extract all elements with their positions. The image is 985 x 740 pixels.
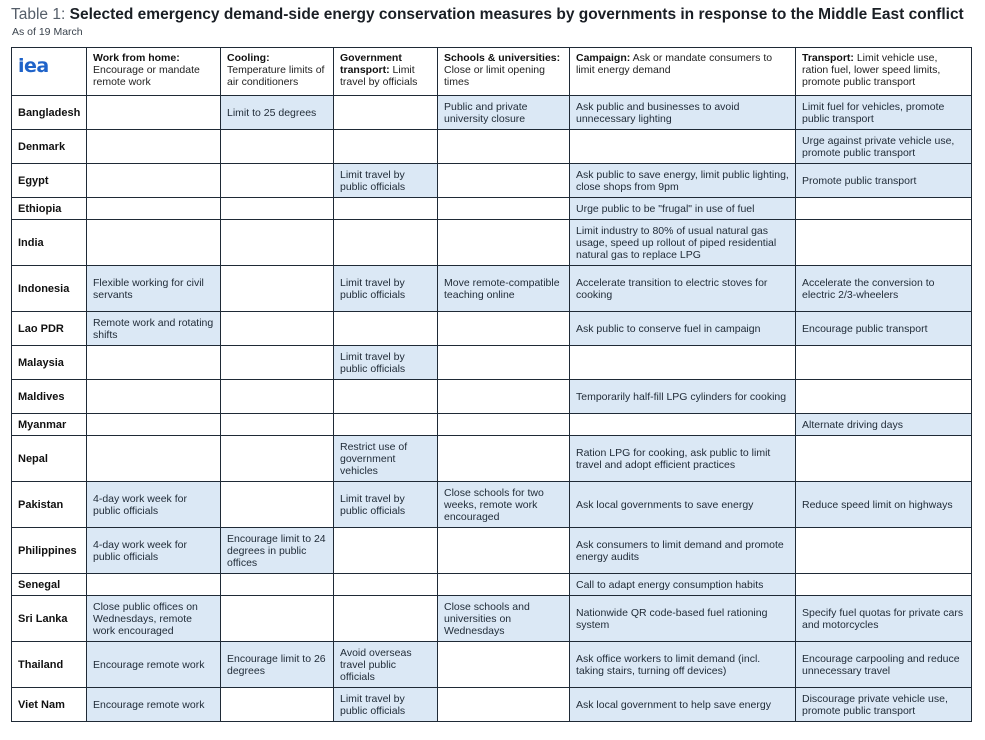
column-header-work-from-home bbox=[87, 48, 221, 96]
measure-cell-transport: Urge against private vehicle use, promote public transport bbox=[796, 130, 972, 164]
measure-cell-schools-universities bbox=[438, 220, 570, 266]
measure-cell-campaign: Accelerate transition to electric stoves for cooking bbox=[570, 266, 796, 312]
measure-cell-cooling bbox=[221, 414, 334, 436]
table-row bbox=[12, 220, 972, 266]
measure-cell-schools-universities: Close schools and universities on Wednesdays bbox=[438, 596, 570, 642]
table-row bbox=[12, 130, 972, 164]
measure-cell-cooling bbox=[221, 482, 334, 528]
measure-cell-work-from-home: 4-day work week for public officials bbox=[87, 528, 221, 574]
measure-cell-government-transport: Limit travel by public officials bbox=[334, 266, 438, 312]
measure-cell-government-transport: Limit travel by public officials bbox=[334, 482, 438, 528]
measure-cell-schools-universities: Public and private university closure bbox=[438, 96, 570, 130]
measure-cell-cooling bbox=[221, 220, 334, 266]
measure-cell-government-transport: Avoid overseas travel public officials bbox=[334, 642, 438, 688]
country-name: India bbox=[12, 220, 87, 266]
measure-cell-campaign: Ask public and businesses to avoid unnecessary lighting bbox=[570, 96, 796, 130]
table-row bbox=[12, 436, 972, 482]
measure-cell-transport: Specify fuel quotas for private cars and motorcycles bbox=[796, 596, 972, 642]
table-heading: Selected emergency demand-side energy conservation measures by governments in response to the Middle East conflict bbox=[69, 6, 964, 23]
country-name: Thailand bbox=[12, 642, 87, 688]
country-name: Egypt bbox=[12, 164, 87, 198]
measure-cell-work-from-home bbox=[87, 198, 221, 220]
measure-cell-campaign: Temporarily half-fill LPG cylinders for cooking bbox=[570, 380, 796, 414]
table-row bbox=[12, 164, 972, 198]
measure-cell-schools-universities bbox=[438, 130, 570, 164]
country-name: Sri Lanka bbox=[12, 596, 87, 642]
table-row bbox=[12, 482, 972, 528]
measure-cell-cooling bbox=[221, 346, 334, 380]
column-title: Schools & universities: bbox=[444, 52, 561, 64]
country-name: Bangladesh bbox=[12, 96, 87, 130]
country-name: Lao PDR bbox=[12, 312, 87, 346]
measure-cell-transport bbox=[796, 436, 972, 482]
measure-cell-government-transport bbox=[334, 380, 438, 414]
measure-cell-transport: Encourage public transport bbox=[796, 312, 972, 346]
country-name: Malaysia bbox=[12, 346, 87, 380]
measure-cell-campaign: Ask local government to help save energy bbox=[570, 688, 796, 722]
measure-cell-transport bbox=[796, 198, 972, 220]
measure-cell-government-transport bbox=[334, 220, 438, 266]
measure-cell-schools-universities bbox=[438, 574, 570, 596]
measure-cell-transport bbox=[796, 528, 972, 574]
measure-cell-transport bbox=[796, 220, 972, 266]
column-title: Transport: bbox=[802, 52, 854, 64]
measure-cell-government-transport bbox=[334, 574, 438, 596]
country-name: Ethiopia bbox=[12, 198, 87, 220]
measure-cell-cooling: Encourage limit to 26 degrees bbox=[221, 642, 334, 688]
country-name: Maldives bbox=[12, 380, 87, 414]
table-row bbox=[12, 414, 972, 436]
table-header bbox=[12, 48, 972, 96]
measure-cell-work-from-home: Encourage remote work bbox=[87, 688, 221, 722]
measure-cell-cooling bbox=[221, 574, 334, 596]
column-description: Close or limit opening times bbox=[444, 64, 545, 88]
measure-cell-transport bbox=[796, 574, 972, 596]
measure-cell-transport bbox=[796, 380, 972, 414]
column-description: Ask or mandate consumers to limit energy demand bbox=[576, 52, 773, 76]
column-title: Government transport: bbox=[340, 52, 402, 76]
measure-cell-campaign bbox=[570, 346, 796, 380]
measure-cell-campaign: Call to adapt energy consumption habits bbox=[570, 574, 796, 596]
table-row bbox=[12, 266, 972, 312]
measure-cell-campaign: Ask public to save energy, limit public lighting, close shops from 9pm bbox=[570, 164, 796, 198]
measure-cell-cooling bbox=[221, 688, 334, 722]
country-name: Indonesia bbox=[12, 266, 87, 312]
measure-cell-schools-universities bbox=[438, 312, 570, 346]
measure-cell-campaign: Ask office workers to limit demand (incl. taking stairs, turning off devices) bbox=[570, 642, 796, 688]
country-name: Philippines bbox=[12, 528, 87, 574]
measure-cell-campaign: Ask consumers to limit demand and promote energy audits bbox=[570, 528, 796, 574]
measure-cell-cooling bbox=[221, 198, 334, 220]
measure-cell-government-transport: Limit travel by public officials bbox=[334, 346, 438, 380]
measure-cell-schools-universities bbox=[438, 380, 570, 414]
measure-cell-schools-universities bbox=[438, 642, 570, 688]
measure-cell-cooling bbox=[221, 130, 334, 164]
measure-cell-campaign: Ask local governments to save energy bbox=[570, 482, 796, 528]
measure-cell-schools-universities bbox=[438, 346, 570, 380]
measure-cell-cooling bbox=[221, 312, 334, 346]
measure-cell-schools-universities bbox=[438, 436, 570, 482]
measure-cell-schools-universities: Move remote-compatible teaching online bbox=[438, 266, 570, 312]
country-name: Senegal bbox=[12, 574, 87, 596]
measure-cell-cooling bbox=[221, 266, 334, 312]
table-title bbox=[11, 6, 964, 24]
country-name: Viet Nam bbox=[12, 688, 87, 722]
measure-cell-work-from-home bbox=[87, 164, 221, 198]
measure-cell-work-from-home: Encourage remote work bbox=[87, 642, 221, 688]
measure-cell-campaign bbox=[570, 414, 796, 436]
measure-cell-transport: Accelerate the conversion to electric 2/3-wheelers bbox=[796, 266, 972, 312]
table-row bbox=[12, 198, 972, 220]
measure-cell-government-transport bbox=[334, 596, 438, 642]
measure-cell-transport: Reduce speed limit on highways bbox=[796, 482, 972, 528]
measure-cell-cooling bbox=[221, 164, 334, 198]
measure-cell-government-transport bbox=[334, 528, 438, 574]
measure-cell-campaign: Limit industry to 80% of usual natural gas usage, speed up rollout of piped residential natural gas to replace LPG bbox=[570, 220, 796, 266]
measure-cell-cooling bbox=[221, 380, 334, 414]
column-title: Campaign: bbox=[576, 52, 631, 64]
measure-cell-schools-universities bbox=[438, 688, 570, 722]
column-title: Cooling: bbox=[227, 52, 270, 64]
country-name: Denmark bbox=[12, 130, 87, 164]
measure-cell-government-transport bbox=[334, 198, 438, 220]
country-name: Myanmar bbox=[12, 414, 87, 436]
column-header-transport bbox=[796, 48, 972, 96]
measure-cell-government-transport bbox=[334, 414, 438, 436]
measure-cell-work-from-home: 4-day work week for public officials bbox=[87, 482, 221, 528]
table-body bbox=[12, 96, 972, 722]
measure-cell-campaign: Ask public to conserve fuel in campaign bbox=[570, 312, 796, 346]
table-row bbox=[12, 96, 972, 130]
column-description: Temperature limits of air conditioners bbox=[227, 64, 325, 88]
column-description: Encourage or mandate remote work bbox=[93, 64, 200, 88]
measure-cell-work-from-home bbox=[87, 574, 221, 596]
as-of-date: As of 19 March bbox=[12, 26, 83, 38]
measure-cell-government-transport bbox=[334, 96, 438, 130]
column-header-government-transport bbox=[334, 48, 438, 96]
column-description: Limit travel by officials bbox=[340, 64, 418, 88]
measure-cell-cooling: Encourage limit to 24 degrees in public offices bbox=[221, 528, 334, 574]
header-row bbox=[12, 48, 972, 96]
measure-cell-schools-universities: Close schools for two weeks, remote work encouraged bbox=[438, 482, 570, 528]
measure-cell-work-from-home bbox=[87, 96, 221, 130]
table-row bbox=[12, 346, 972, 380]
column-header-cooling bbox=[221, 48, 334, 96]
table-row bbox=[12, 596, 972, 642]
measure-cell-transport: Discourage private vehicle use, promote public transport bbox=[796, 688, 972, 722]
column-header-campaign bbox=[570, 48, 796, 96]
measure-cell-schools-universities bbox=[438, 414, 570, 436]
country-name: Nepal bbox=[12, 436, 87, 482]
measures-table bbox=[11, 47, 972, 722]
table-row bbox=[12, 528, 972, 574]
measure-cell-work-from-home: Close public offices on Wednesdays, remote work encouraged bbox=[87, 596, 221, 642]
column-description: Limit vehicle use, ration fuel, lower speed limits, promote public transport bbox=[802, 52, 941, 88]
column-title: Work from home: bbox=[93, 52, 180, 64]
measure-cell-transport: Encourage carpooling and reduce unnecessary travel bbox=[796, 642, 972, 688]
table-label: Table 1: bbox=[11, 6, 66, 23]
logo-cell bbox=[12, 48, 87, 96]
measure-cell-schools-universities bbox=[438, 528, 570, 574]
measure-cell-transport bbox=[796, 346, 972, 380]
measure-cell-campaign: Ration LPG for cooking, ask public to limit travel and adopt efficient practices bbox=[570, 436, 796, 482]
measure-cell-campaign bbox=[570, 130, 796, 164]
measure-cell-schools-universities bbox=[438, 198, 570, 220]
column-header-schools-universities bbox=[438, 48, 570, 96]
measure-cell-government-transport bbox=[334, 312, 438, 346]
measure-cell-cooling bbox=[221, 596, 334, 642]
measure-cell-schools-universities bbox=[438, 164, 570, 198]
measure-cell-work-from-home bbox=[87, 436, 221, 482]
measure-cell-work-from-home bbox=[87, 380, 221, 414]
measure-cell-work-from-home bbox=[87, 414, 221, 436]
measure-cell-transport: Alternate driving days bbox=[796, 414, 972, 436]
measure-cell-work-from-home: Flexible working for civil servants bbox=[87, 266, 221, 312]
measure-cell-government-transport: Limit travel by public officials bbox=[334, 688, 438, 722]
measure-cell-campaign: Nationwide QR code-based fuel rationing system bbox=[570, 596, 796, 642]
measure-cell-transport: Limit fuel for vehicles, promote public transport bbox=[796, 96, 972, 130]
measure-cell-work-from-home bbox=[87, 346, 221, 380]
table-row bbox=[12, 688, 972, 722]
measure-cell-campaign: Urge public to be "frugal" in use of fuel bbox=[570, 198, 796, 220]
measure-cell-government-transport: Limit travel by public officials bbox=[334, 164, 438, 198]
measure-cell-cooling: Limit to 25 degrees bbox=[221, 96, 334, 130]
measure-cell-government-transport bbox=[334, 130, 438, 164]
measure-cell-government-transport: Restrict use of government vehicles bbox=[334, 436, 438, 482]
table-row bbox=[12, 312, 972, 346]
measure-cell-work-from-home bbox=[87, 130, 221, 164]
country-name: Pakistan bbox=[12, 482, 87, 528]
table-row bbox=[12, 380, 972, 414]
measure-cell-transport: Promote public transport bbox=[796, 164, 972, 198]
table-row bbox=[12, 642, 972, 688]
measure-cell-work-from-home bbox=[87, 220, 221, 266]
iea-logo: iea bbox=[18, 55, 49, 77]
measure-cell-cooling bbox=[221, 436, 334, 482]
measure-cell-work-from-home: Remote work and rotating shifts bbox=[87, 312, 221, 346]
table-row bbox=[12, 574, 972, 596]
